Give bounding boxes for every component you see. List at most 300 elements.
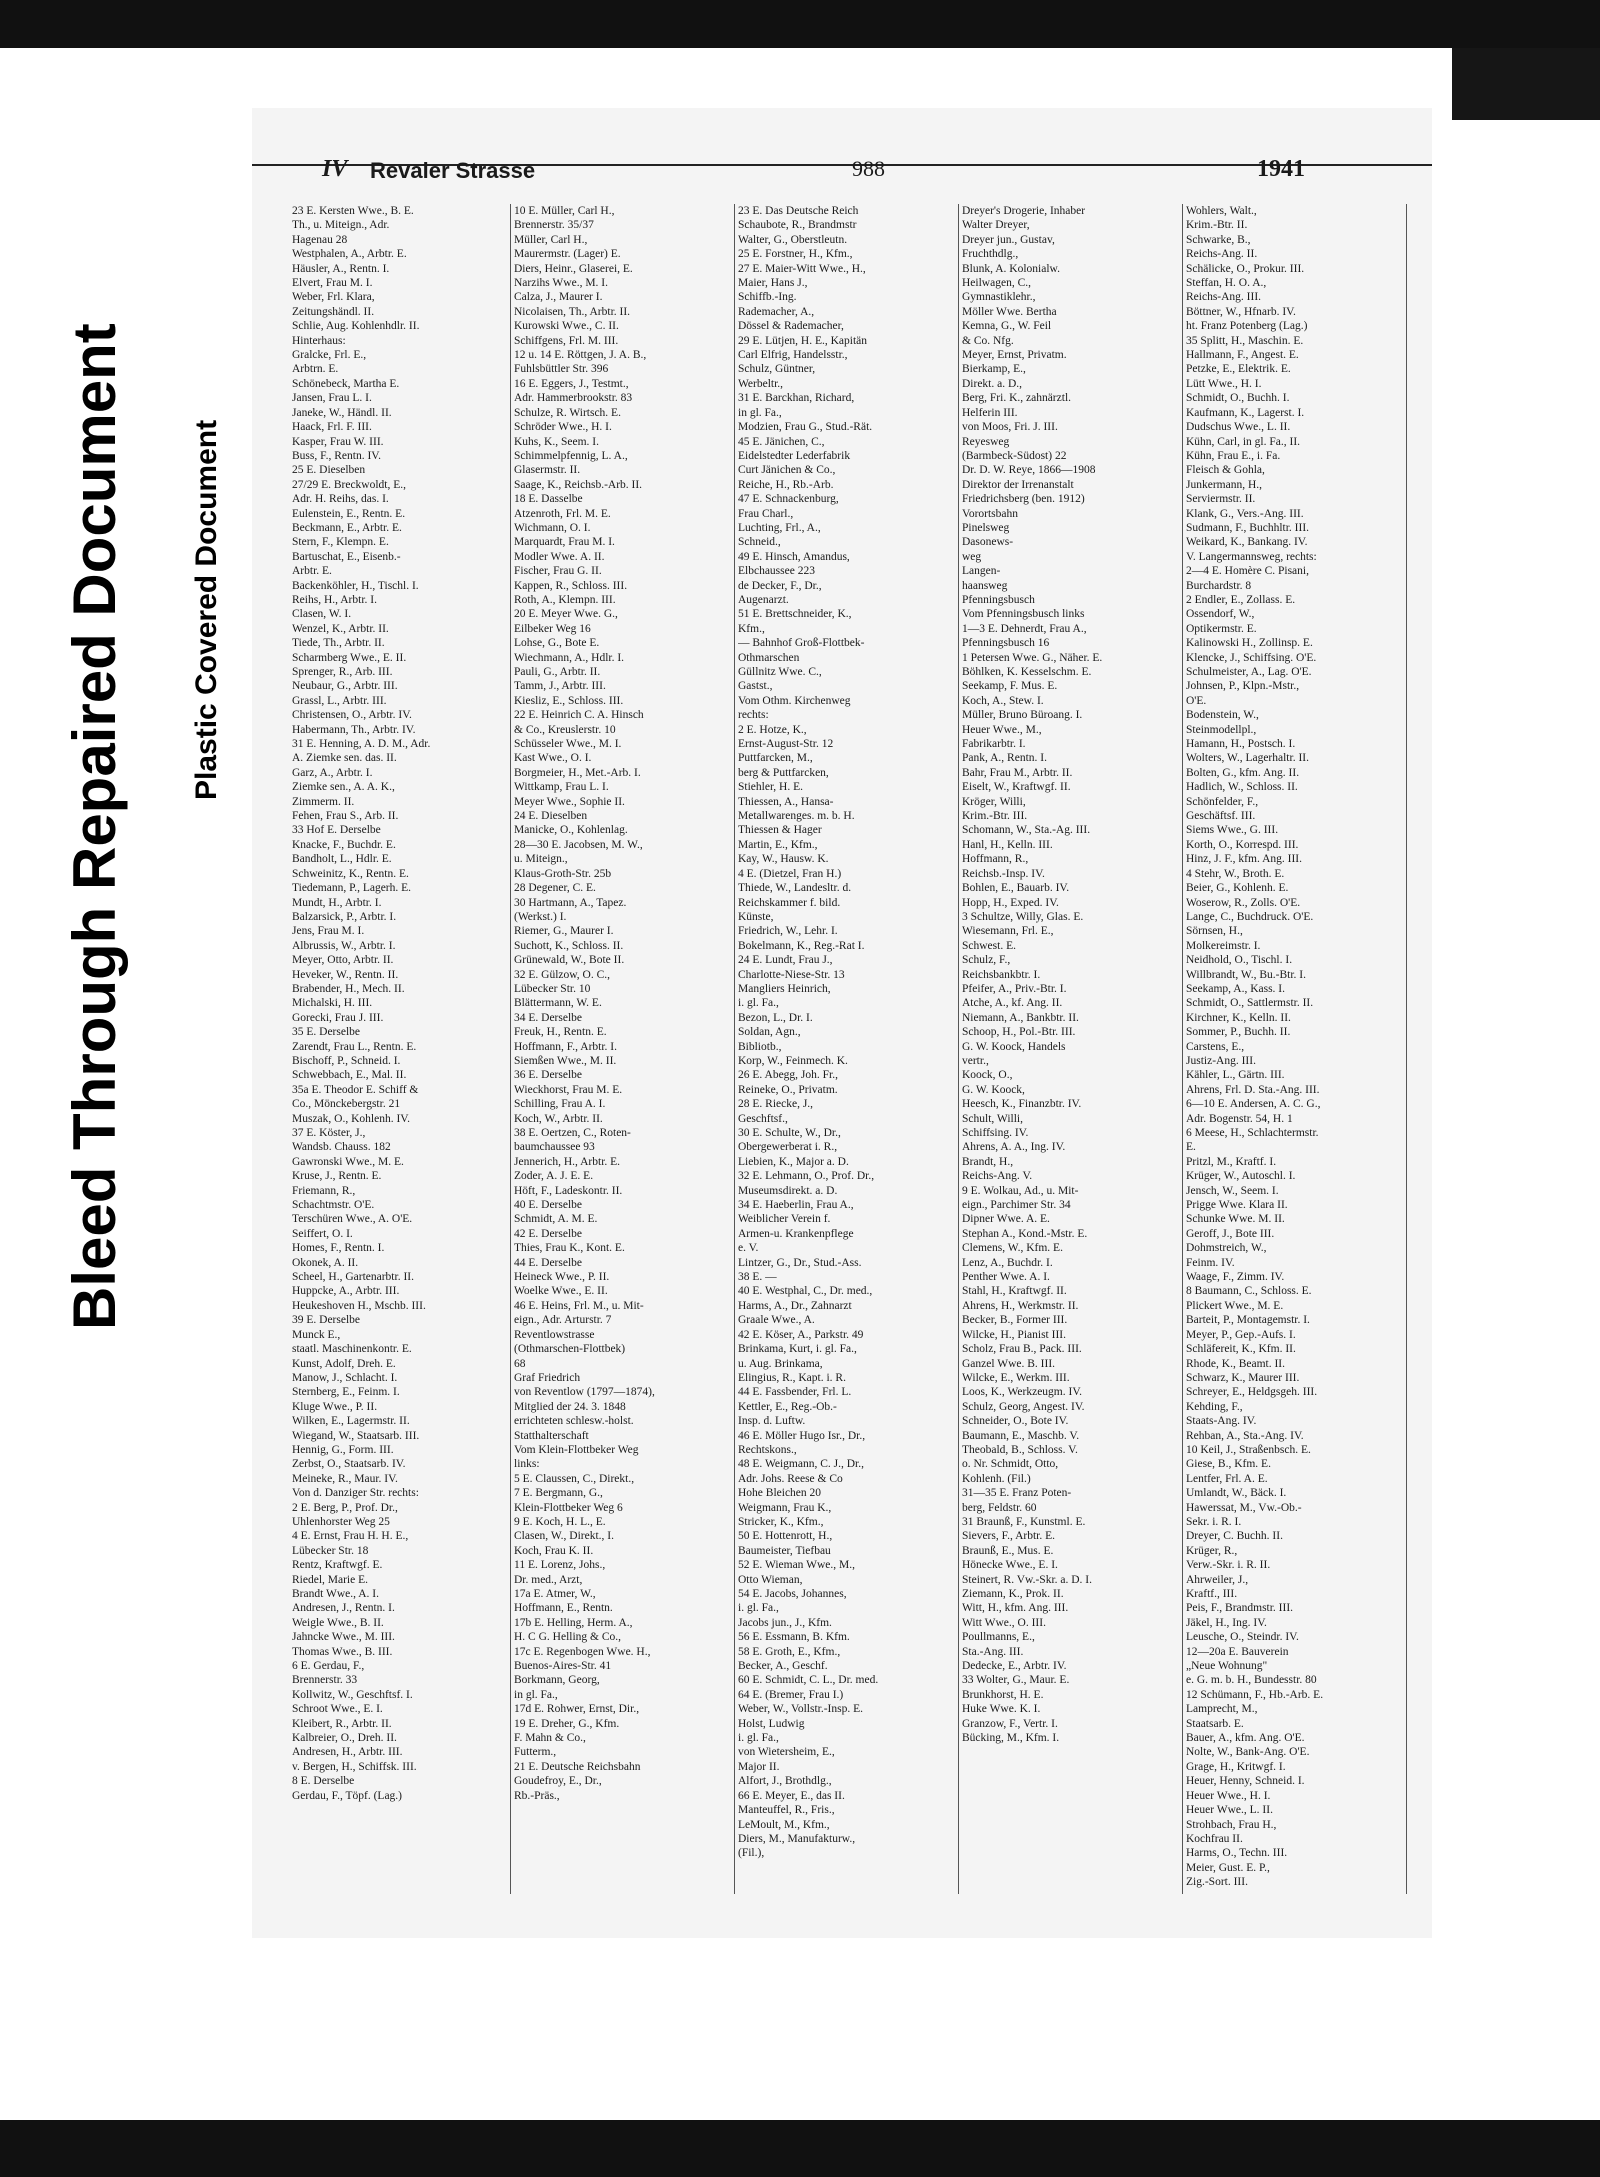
directory-line: Stephan A., Kond.-Mstr. E. xyxy=(962,1227,1088,1240)
directory-line: Güllnitz Wwe. C., xyxy=(738,666,822,678)
directory-line: Schweinitz, K., Rentn. E. xyxy=(292,867,409,880)
directory-line: Jennerich, H., Arbtr. E. xyxy=(514,1155,621,1168)
directory-line: Dreyer, C. Buchh. II. xyxy=(1186,1530,1283,1543)
directory-line: (Barmbeck-Südost) 22 xyxy=(962,449,1067,462)
directory-line: 58 E. Groth, E., Kfm., xyxy=(738,1645,841,1658)
directory-line: Frau Charl., xyxy=(738,507,794,520)
directory-line: Knacke, F., Buchdr. E. xyxy=(292,838,396,851)
directory-line: 18 E. Dasselbe xyxy=(514,493,583,506)
directory-line: Schaubote, R., Brandmstr xyxy=(738,219,857,232)
directory-line: Buss, F., Rentn. IV. xyxy=(292,449,381,462)
directory-line: Carstens, E., xyxy=(1186,1040,1245,1053)
directory-line: 2 Endler, E., Zollass. E. xyxy=(1186,593,1296,606)
directory-line: 4 E. (Dietzel, Fran H.) xyxy=(738,867,842,880)
year: 1941 xyxy=(1257,156,1305,182)
directory-line: 4 Stehr, W., Broth. E. xyxy=(1186,867,1285,880)
directory-line: 10 E. Müller, Carl H., xyxy=(514,205,615,217)
directory-line: Fleisch & Gohla, xyxy=(1186,464,1265,477)
directory-line: Sörnsen, H., xyxy=(1186,925,1243,938)
directory-line: Schneider, O., Bote IV. xyxy=(962,1415,1069,1428)
directory-line: Elingius, R., Kapt. i. R. xyxy=(738,1371,846,1384)
directory-line: 2—4 E. Homère C. Pisani, xyxy=(1186,565,1309,578)
directory-line: Othmarschen xyxy=(738,651,800,664)
directory-line: Sprenger, R., Arb. III. xyxy=(292,666,393,678)
directory-line: Kluge Wwe., P. II. xyxy=(292,1400,378,1413)
directory-line: 24 E. Dieselben xyxy=(514,810,588,823)
directory-line: Müller, Bruno Büroang. I. xyxy=(962,709,1083,722)
directory-line: Schneid., xyxy=(738,536,781,549)
directory-line: Lohse, G., Bote E. xyxy=(514,637,600,650)
directory-line: Thiede, W., Landesltr. d. xyxy=(738,882,852,895)
directory-line: Zoder, A. J. E. E. xyxy=(514,1170,594,1183)
directory-line: 38 E. Oertzen, C., Roten- xyxy=(514,1127,631,1139)
directory-line: Penther Wwe. A. I. xyxy=(962,1271,1050,1284)
directory-line: Blunk, A. Kolonialw. xyxy=(962,262,1060,275)
directory-line: i. gl. Fa., xyxy=(738,997,779,1010)
directory-line: ht. Franz Potenberg (Lag.) xyxy=(1186,320,1308,333)
directory-line: Hoffmann, R., xyxy=(962,853,1029,866)
directory-line: Schmidt, A. M. E. xyxy=(514,1213,598,1226)
directory-line: Koch, Frau K. II. xyxy=(514,1544,594,1557)
directory-line: Holst, Ludwig xyxy=(738,1717,805,1730)
directory-line: Schroot Wwe., E. I. xyxy=(292,1703,383,1716)
directory-line: 4 E. Ernst, Frau H. H. E., xyxy=(292,1530,409,1543)
directory-line: Gymnastiklehr., xyxy=(962,291,1036,304)
directory-line: Schmidt, O., Sattlermstr. II. xyxy=(1186,997,1314,1010)
directory-line: Lübecker Str. 10 xyxy=(514,982,591,995)
directory-line: Jensch, W., Seem. I. xyxy=(1186,1184,1279,1197)
directory-line: Meyer, P., Gep.-Aufs. I. xyxy=(1186,1328,1296,1341)
directory-line: 35a E. Theodor E. Schiff & xyxy=(292,1083,419,1096)
directory-line: Pfeifer, A., Priv.-Btr. I. xyxy=(962,982,1067,995)
directory-line: 68 xyxy=(514,1357,526,1370)
directory-line: Junkermann, H., xyxy=(1186,478,1263,491)
directory-line: Neubaur, G., Arbtr. III. xyxy=(292,680,398,693)
directory-line: (Werkst.) I. xyxy=(514,910,567,923)
directory-line: Werbeltr., xyxy=(738,377,784,390)
directory-line: Brabender, H., Mech. II. xyxy=(292,982,405,995)
directory-line: Blättermann, W. E. xyxy=(514,997,602,1010)
directory-line: Schulze, R. Wirtsch. E. xyxy=(514,406,621,419)
directory-line: Stiehler, H. E. xyxy=(738,781,804,794)
directory-line: Wilcke, E., Werkm. III. xyxy=(962,1371,1070,1384)
directory-line: 28 Degener, C. E. xyxy=(514,882,596,895)
directory-line: Steinmodellpl., xyxy=(1186,723,1257,736)
directory-line: Jäkel, H., Ing. IV. xyxy=(1186,1616,1267,1629)
directory-line: Th., u. Miteign., Adr. xyxy=(292,219,390,232)
directory-line: Sekr. i. R. I. xyxy=(1186,1515,1242,1528)
directory-line: 3 Schultze, Willy, Glas. E. xyxy=(962,910,1084,923)
directory-line: Schachtmstr. O'E. xyxy=(292,1199,375,1212)
directory-line: von Wietersheim, E., xyxy=(738,1746,835,1759)
directory-line: Stahl, H., Kraftwgf. II. xyxy=(962,1285,1067,1298)
directory-line: Rhode, K., Beamt. II. xyxy=(1186,1357,1286,1370)
directory-line: 12 u. 14 E. Röttgen, J. A. B., xyxy=(514,349,647,362)
directory-line: v. Bergen, H., Schiffsk. III. xyxy=(292,1760,417,1773)
directory-line: Vorortsbahn xyxy=(962,507,1019,520)
directory-line: von Moos, Fri. J. III. xyxy=(962,421,1058,434)
directory-line: Baumann, E., Maschb. V. xyxy=(962,1429,1080,1442)
directory-line: Kunst, Adolf, Dreh. E. xyxy=(292,1357,396,1370)
directory-line: Dipner Wwe. A. E. xyxy=(962,1213,1050,1226)
directory-line: Freuk, H., Rentn. E. xyxy=(514,1026,607,1039)
directory-line: Möller Wwe. Bertha xyxy=(962,305,1057,318)
directory-line: Habermann, Th., Arbtr. IV. xyxy=(292,723,416,736)
directory-line: Reichskammer f. bild. xyxy=(738,896,841,909)
directory-line: Dohmstreich, W., xyxy=(1186,1242,1267,1255)
directory-line: Schönebeck, Martha E. xyxy=(292,377,400,390)
directory-line: G. W. Koock, Handels xyxy=(962,1040,1066,1053)
directory-line: Roth, A., Klempn. III. xyxy=(514,593,616,606)
directory-line: Woelke Wwe., E. II. xyxy=(514,1285,608,1298)
directory-line: Koch, W., Arbtr. II. xyxy=(514,1112,603,1125)
directory-line: 33 Hof E. Derselbe xyxy=(292,824,381,837)
directory-line: Eulenstein, E., Rentn. E. xyxy=(292,507,406,520)
directory-line: Bezon, L., Dr. I. xyxy=(738,1011,813,1024)
directory-line: Seekamp, F. Mus. E. xyxy=(962,680,1058,693)
directory-line: Höft, F., Ladeskontr. II. xyxy=(514,1184,623,1197)
directory-line: Sievers, F., Arbtr. E. xyxy=(962,1530,1055,1543)
directory-line: Waage, F., Zimm. IV. xyxy=(1186,1271,1285,1284)
directory-line: Rademacher, A., xyxy=(738,305,815,318)
directory-line: 64 E. (Bremer, Frau I.) xyxy=(738,1688,844,1701)
directory-line: Becker, A., Geschf. xyxy=(738,1660,828,1673)
directory-line: Optikermstr. E. xyxy=(1186,622,1257,635)
directory-line: Witt Wwe., O. III. xyxy=(962,1616,1046,1629)
directory-line: eign., Parchimer Str. 34 xyxy=(962,1199,1071,1212)
directory-line: Westphalen, A., Arbtr. E. xyxy=(292,248,407,261)
directory-line: 51 E. Brettschneider, K., xyxy=(738,608,852,621)
directory-line: Staatsarb. E. xyxy=(1186,1717,1244,1730)
directory-line: Schwebbach, E., Mal. II. xyxy=(292,1069,407,1082)
directory-line: Tamm, J., Arbtr. III. xyxy=(514,680,606,693)
directory-line: Barteit, P., Montagemstr. I. xyxy=(1186,1314,1310,1327)
directory-line: Clemens, W., Kfm. E. xyxy=(962,1242,1063,1255)
directory-line: „Neue Wohnung" xyxy=(1186,1660,1268,1673)
directory-line: Bolten, G., kfm. Ang. II. xyxy=(1186,766,1300,779)
directory-line: u. Aug. Brinkama, xyxy=(738,1357,823,1370)
directory-line: Lenz, A., Buchdr. I. xyxy=(962,1256,1053,1269)
directory-line: Okonek, A. II. xyxy=(292,1256,359,1269)
directory-line: Puttfarcken, M., xyxy=(738,752,813,765)
directory-line: Fischer, Frau G. II. xyxy=(514,565,602,578)
directory-line: 19 E. Dreher, G., Kfm. xyxy=(514,1717,620,1730)
directory-line: 46 E. Heins, Frl. M., u. Mit- xyxy=(514,1299,644,1312)
directory-line: H. C G. Helling & Co., xyxy=(514,1631,622,1644)
directory-line: haansweg xyxy=(962,579,1008,592)
directory-line: Schälicke, O., Prokur. III. xyxy=(1186,262,1305,275)
directory-line: Nolte, W., Bank-Ang. O'E. xyxy=(1186,1746,1310,1759)
directory-line: Muszak, O., Kohlenh. IV. xyxy=(292,1112,410,1125)
directory-line: 44 E. Derselbe xyxy=(514,1256,583,1269)
directory-line: 8 E. Derselbe xyxy=(292,1775,355,1788)
directory-line: Sternberg, E., Feinm. I. xyxy=(292,1386,400,1399)
directory-line: Soldan, Agn., xyxy=(738,1026,801,1039)
directory-line: 56 E. Essmann, B. Kfm. xyxy=(738,1631,850,1644)
directory-line: Adr. Hammerbrookstr. 83 xyxy=(514,392,633,405)
directory-line: Siems Wwe., G. III. xyxy=(1186,824,1279,837)
directory-line: Futterm., xyxy=(514,1746,557,1759)
directory-line: Granzow, F., Vertr. I. xyxy=(962,1717,1058,1730)
directory-line: Hinterhaus: xyxy=(292,334,346,347)
directory-line: Helferin III. xyxy=(962,406,1018,419)
directory-line: Kröger, Willi, xyxy=(962,795,1026,808)
directory-line: Kaufmann, K., Lagerst. I. xyxy=(1186,406,1305,419)
directory-line: Friemann, R., xyxy=(292,1184,356,1197)
directory-line: Dudschus Wwe., L. II. xyxy=(1186,421,1291,434)
directory-line: 5 E. Claussen, C., Direkt., xyxy=(514,1472,635,1485)
directory-line: Brandt, H., xyxy=(962,1155,1014,1168)
directory-line: Graf Friedrich xyxy=(514,1371,581,1384)
directory-line: Zerbst, O., Staatsarb. IV. xyxy=(292,1458,406,1471)
directory-line: Hanl, H., Kelln. III. xyxy=(962,838,1053,851)
directory-line: Wilken, E., Lagermstr. II. xyxy=(292,1415,410,1428)
directory-line: Ziemke sen., A. A. K., xyxy=(292,781,395,794)
directory-line: Eidelstedter Lederfabrik xyxy=(738,449,851,462)
directory-line: Staats-Ang. IV. xyxy=(1186,1415,1257,1428)
directory-line: Böttner, W., Hfnarb. IV. xyxy=(1186,305,1296,318)
directory-line: Brunkhorst, H. E. xyxy=(962,1688,1044,1701)
directory-line: Hagenau 28 xyxy=(292,233,348,246)
directory-line: 33 Wolter, G., Maur. E. xyxy=(962,1674,1070,1687)
directory-line: 2 E. Hotze, K., xyxy=(738,723,807,736)
directory-line: Braunß, E., Mus. E. xyxy=(962,1544,1054,1557)
directory-line: Kettler, E., Reg.-Ob.- xyxy=(738,1400,837,1413)
directory-line: Dedecke, E., Arbtr. IV. xyxy=(962,1660,1067,1673)
directory-line: Wandsb. Chauss. 182 xyxy=(292,1141,391,1154)
directory-line: Bauer, A., kfm. Ang. O'E. xyxy=(1186,1732,1305,1745)
directory-line: links: xyxy=(514,1458,540,1471)
directory-line: 35 Splitt, H., Maschin. E. xyxy=(1186,334,1304,347)
directory-line: 50 E. Hottenrott, H., xyxy=(738,1530,833,1543)
directory-line: Wilcke, H., Pianist III. xyxy=(962,1328,1066,1341)
directory-line: — Bahnhof Groß-Flottbek- xyxy=(738,637,865,650)
column-1 xyxy=(292,204,508,1894)
directory-line: Loos, K., Werkzeugm. IV. xyxy=(962,1386,1083,1399)
directory-line: Stern, F., Klempn. E. xyxy=(292,536,389,549)
directory-line: Wenzel, K., Arbtr. II. xyxy=(292,622,389,635)
directory-line: Rehban, A., Sta.-Ang. IV. xyxy=(1186,1429,1304,1442)
directory-line: Klaus-Groth-Str. 25b xyxy=(514,867,612,880)
directory-line: 25 E. Forstner, H., Kfm., xyxy=(738,248,853,261)
directory-line: Poullmanns, E., xyxy=(962,1631,1035,1644)
directory-line: Wiechmann, A., Hdlr. I. xyxy=(514,651,625,664)
directory-line: Adr. Johs. Reese & Co xyxy=(738,1472,843,1485)
directory-line: Schilling, Frau A. I. xyxy=(514,1098,606,1111)
directory-line: Hoffmann, E., Rentn. xyxy=(514,1602,613,1615)
directory-line: Schunke Wwe. M. II. xyxy=(1186,1213,1285,1226)
directory-line: Weber, Frl. Klara, xyxy=(292,291,375,304)
directory-line: Reichsb.-Insp. IV. xyxy=(962,867,1045,880)
directory-line: Zig.-Sort. III. xyxy=(1186,1876,1248,1889)
directory-line: Grassl, L., Arbtr. III. xyxy=(292,694,387,707)
directory-line: 49 E. Hinsch, Amandus, xyxy=(738,550,850,563)
directory-line: 16 E. Eggers, J., Testmt., xyxy=(514,377,629,390)
directory-line: Jahncke Wwe., M. III. xyxy=(292,1631,395,1644)
directory-line: Witt, H., kfm. Ang. III. xyxy=(962,1602,1069,1615)
directory-line: Gorecki, Frau J. III. xyxy=(292,1011,384,1024)
directory-line: Tiede, Th., Arbtr. II. xyxy=(292,637,385,650)
directory-line: 17b E. Helling, Herm. A., xyxy=(514,1616,633,1629)
directory-line: Hadlich, W., Schloss. II. xyxy=(1186,781,1298,794)
directory-line: Kasper, Frau W. III. xyxy=(292,435,384,448)
directory-line: 6 Meese, H., Schlachtermstr. xyxy=(1186,1127,1319,1139)
directory-line: Sommer, P., Buchh. II. xyxy=(1186,1026,1291,1039)
directory-line: Kalinowski H., Zollinsp. E. xyxy=(1186,637,1313,650)
directory-line: Gawronski Wwe., M. E. xyxy=(292,1155,404,1168)
directory-line: Grage, H., Kritwgf. I. xyxy=(1186,1760,1286,1773)
directory-line: Fehen, Frau S., Arb. II. xyxy=(292,810,399,823)
directory-line: Schomann, W., Sta.-Ag. III. xyxy=(962,824,1091,837)
directory-line: 9 E. Koch, H. L., E. xyxy=(514,1515,606,1528)
directory-line: 12 Schümann, F., Hb.-Arb. E. xyxy=(1186,1688,1324,1701)
directory-line: Wohlers, Walt., xyxy=(1186,205,1257,217)
directory-line: 17d E. Rohwer, Ernst, Dir., xyxy=(514,1703,640,1716)
directory-line: Kruse, J., Rentn. E. xyxy=(292,1170,382,1183)
directory-line: Kühn, Carl, in gl. Fa., II. xyxy=(1186,435,1301,448)
directory-line: Wiesemann, Frl. E., xyxy=(962,925,1054,938)
directory-line: 23 E. Kersten Wwe., B. E. xyxy=(292,205,414,217)
directory-line: Otto Wieman, xyxy=(738,1573,803,1586)
directory-line: Clasen, W., Direkt., I. xyxy=(514,1530,614,1543)
directory-line: Schönfelder, F., xyxy=(1186,795,1259,808)
directory-line: LeMoult, M., Kfm., xyxy=(738,1818,830,1831)
directory-line: Pinelsweg xyxy=(962,521,1010,534)
directory-line: 28 E. Riecke, J., xyxy=(738,1098,814,1111)
directory-line: Geschäftsf. III. xyxy=(1186,810,1256,823)
directory-line: Janeke, W., Händl. II. xyxy=(292,406,392,419)
directory-line: Reineke, O., Privatm. xyxy=(738,1083,838,1096)
directory-line: A. Ziemke sen. das. II. xyxy=(292,752,397,765)
directory-line: Heuer Wwe., L. II. xyxy=(1186,1804,1273,1817)
directory-line: Stricker, K., Kfm., xyxy=(738,1515,824,1528)
directory-line: Seiffert, O. I. xyxy=(292,1227,353,1240)
directory-line: Schulmeister, A., Lag. O'E. xyxy=(1186,666,1312,678)
directory-line: 27 E. Maier-Witt Wwe., H., xyxy=(738,262,866,275)
directory-line: Molkereimstr. I. xyxy=(1186,939,1261,952)
directory-line: Kleibert, R., Arbtr. II. xyxy=(292,1717,392,1730)
directory-line: Harms, A., Dr., Zahnarzt xyxy=(738,1299,852,1312)
directory-line: Becker, B., Former III. xyxy=(962,1314,1068,1327)
directory-line: Co., Mönckebergstr. 21 xyxy=(292,1098,401,1111)
directory-line: 38 E. — xyxy=(738,1271,777,1284)
directory-line: Wieckhorst, Frau M. E. xyxy=(514,1083,623,1096)
directory-line: Ahrweiler, J., xyxy=(1186,1573,1249,1586)
directory-line: Reiche, H., Rb.-Arb. xyxy=(738,478,834,491)
directory-line: Armen-u. Krankenpflege xyxy=(738,1227,854,1240)
column-3 xyxy=(738,204,956,1894)
directory-line: Sta.-Ang. III. xyxy=(962,1645,1024,1658)
directory-line: Atzenroth, Frl. M. E. xyxy=(514,507,611,520)
directory-line: o. Nr. Schmidt, Otto, xyxy=(962,1458,1059,1471)
street-name: Revaler Strasse xyxy=(370,158,536,183)
directory-line: Jansen, Frau L. I. xyxy=(292,392,372,405)
directory-line: Lentfer, Frl. A. E. xyxy=(1186,1472,1268,1485)
directory-line: 17c E. Regenbogen Wwe. H., xyxy=(514,1645,651,1658)
directory-line: 6 E. Gerdau, F., xyxy=(292,1660,365,1673)
directory-line: 45 E. Jänichen, C., xyxy=(738,435,825,448)
directory-line: staatl. Maschinenkontr. E. xyxy=(292,1343,412,1356)
directory-line: Weber, W., Vollstr.-Insp. E. xyxy=(738,1703,864,1716)
directory-line: Tiedemann, P., Lagerh. E. xyxy=(292,882,412,895)
directory-line: (Othmarschen-Flottbek) xyxy=(514,1343,626,1356)
directory-line: Neidhold, O., Tischl. I. xyxy=(1186,954,1293,967)
directory-line: von Reventlow (1797—1874), xyxy=(514,1386,655,1399)
directory-line: Manow, J., Schlacht. I. xyxy=(292,1371,398,1384)
directory-line: 1—3 E. Dehnerdt, Frau A., xyxy=(962,622,1087,635)
directory-line: Ganzel Wwe. B. III. xyxy=(962,1357,1056,1370)
directory-line: Kirchner, K., Kelln. II. xyxy=(1186,1011,1291,1024)
directory-line: Scheel, H., Gartenarbtr. II. xyxy=(292,1271,414,1284)
directory-line: Beier, G., Kohlenh. E. xyxy=(1186,882,1289,895)
directory-line: Scholz, Frau B., Pack. III. xyxy=(962,1343,1082,1356)
directory-line: eign., Adr. Arturstr. 7 xyxy=(514,1314,612,1327)
directory-line: 34 E. Derselbe xyxy=(514,1011,583,1024)
directory-line: 34 E. Haeberlin, Frau A., xyxy=(738,1199,854,1212)
directory-line: Meyer Wwe., Sophie II. xyxy=(514,795,625,808)
directory-line: u. Miteign., xyxy=(514,853,568,866)
directory-line: Reichs-Ang. V. xyxy=(962,1170,1033,1183)
directory-line: 31 E. Henning, A. D. M., Adr. xyxy=(292,738,431,751)
directory-line: V. Langermannsweg, rechts: xyxy=(1186,550,1317,563)
directory-line: Liebien, K., Major a. D. xyxy=(738,1155,849,1168)
directory-line: Willbrandt, W., Bu.-Btr. I. xyxy=(1186,968,1306,981)
directory-line: Lübecker Str. 18 xyxy=(292,1544,369,1557)
directory-line: Reichs-Ang. III. xyxy=(1186,291,1262,304)
directory-line: Dössel & Rademacher, xyxy=(738,320,844,333)
directory-line: Pfenningsbusch 16 xyxy=(962,637,1050,650)
directory-line: Korth, O., Korrespd. III. xyxy=(1186,838,1299,851)
directory-line: Böhlken, K. Kesselschm. E. xyxy=(962,666,1092,678)
directory-line: Borkmann, Georg, xyxy=(514,1674,600,1687)
directory-line: Augenarzt. xyxy=(738,593,789,606)
directory-line: Niemann, A., Bankbtr. II. xyxy=(962,1011,1079,1024)
directory-line: Fruchthdlg., xyxy=(962,248,1019,261)
directory-line: Christensen, O., Arbtr. IV. xyxy=(292,709,412,722)
directory-line: Gastst., xyxy=(738,680,773,693)
directory-line: Ahrens, Frl. D. Sta.-Ang. III. xyxy=(1186,1083,1320,1096)
directory-line: Friedrichsberg (ben. 1912) xyxy=(962,493,1085,506)
directory-line: 39 E. Derselbe xyxy=(292,1314,361,1327)
directory-line: Geroff, J., Bote III. xyxy=(1186,1227,1275,1240)
document-page xyxy=(252,108,1432,1938)
page-header xyxy=(252,108,1432,183)
directory-line: 10 Keil, J., Straßenbsch. E. xyxy=(1186,1443,1311,1456)
directory-line: e. G. m. b. H., Bundesstr. 80 xyxy=(1186,1674,1317,1687)
directory-line: Metallwarenges. m. b. H. xyxy=(738,810,855,823)
directory-line: 27/29 E. Breckwoldt, E., xyxy=(292,478,407,491)
side-label-line1 xyxy=(60,323,129,1330)
directory-line: Bokelmann, K., Reg.-Rat I. xyxy=(738,939,865,952)
directory-line: Museumsdirekt. a. D. xyxy=(738,1184,838,1197)
directory-line: Riedel, Marie E. xyxy=(292,1573,369,1586)
directory-line: Adr. H. Reihs, das. I. xyxy=(292,493,389,506)
column-rule xyxy=(734,204,735,1894)
directory-line: Schulz, F., xyxy=(962,954,1011,967)
directory-line: 8 Baumann, C., Schloss. E. xyxy=(1186,1285,1312,1298)
directory-line: Bodenstein, W., xyxy=(1186,709,1259,722)
directory-line: weg xyxy=(962,550,982,563)
directory-line: Weigle Wwe., B. II. xyxy=(292,1616,384,1629)
directory-line: Pank, A., Rentn. I. xyxy=(962,752,1047,765)
directory-line: Vom Othm. Kirchenweg xyxy=(738,694,851,707)
directory-line: Luchting, Frl., A., xyxy=(738,521,821,534)
directory-line: Heuer, Henny, Schneid. I. xyxy=(1186,1775,1305,1788)
directory-line: Suchott, K., Schloss. II. xyxy=(514,939,624,952)
directory-line: Steffan, H. O. A., xyxy=(1186,277,1267,290)
page-number: 988 xyxy=(852,156,885,181)
directory-line: Carl Elfrig, Handelsstr., xyxy=(738,349,848,362)
